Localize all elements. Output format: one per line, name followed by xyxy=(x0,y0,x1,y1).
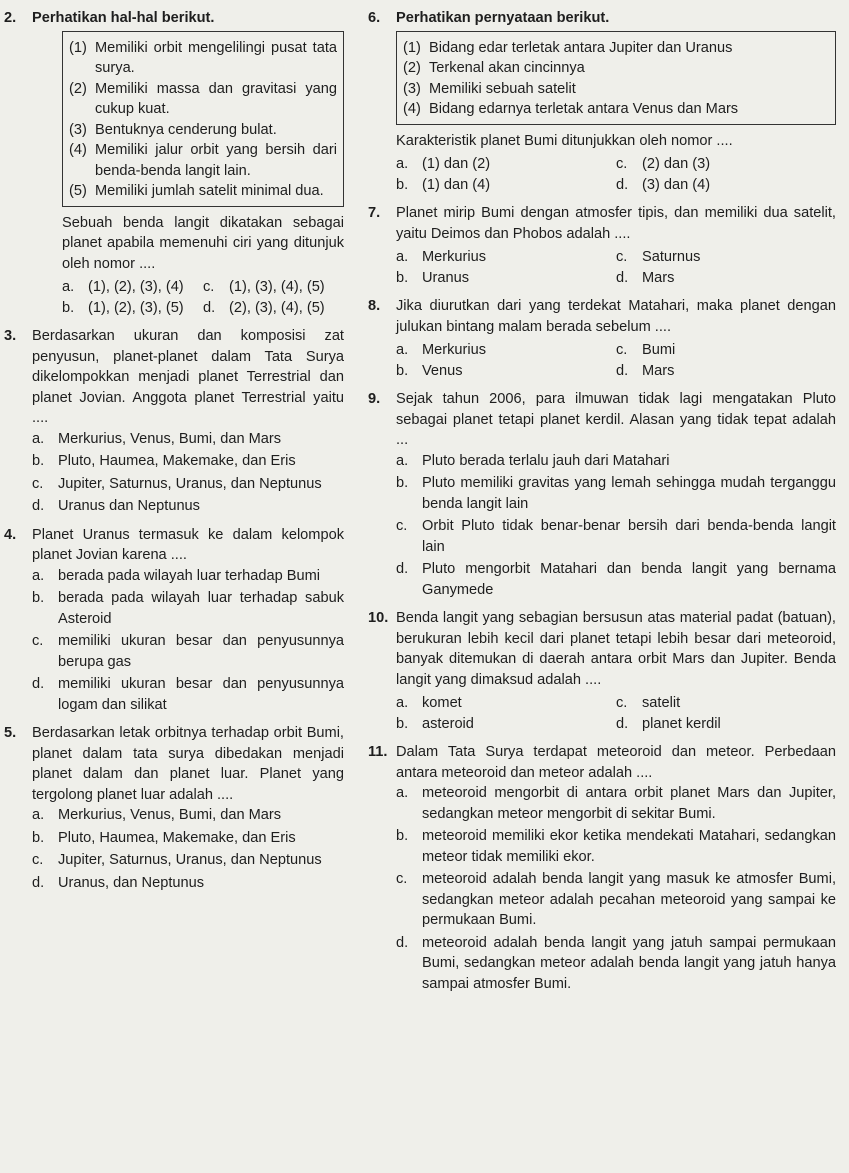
option-b[interactable] xyxy=(396,361,616,382)
option-letter: b. xyxy=(32,453,45,469)
option-text: Pluto, Haumea, Makemake, dan Eris xyxy=(58,453,296,469)
option-letter: d. xyxy=(396,934,409,951)
option-letter: c. xyxy=(32,633,44,649)
option-letter: a. xyxy=(62,279,75,295)
option-a[interactable] xyxy=(62,277,203,298)
option-letter: c. xyxy=(32,475,44,492)
option-text: memiliki ukuran besar dan penyusunnya logam dan silikat xyxy=(58,676,344,713)
option-letter: d. xyxy=(32,498,45,514)
statement-text: Memiliki sebuah satelit xyxy=(429,80,576,97)
option-letter: c. xyxy=(203,279,215,295)
option-text: Mars xyxy=(642,269,675,286)
option-c[interactable] xyxy=(616,247,836,268)
option-letter: a. xyxy=(396,452,409,469)
option-letter: b. xyxy=(396,828,409,844)
option-text: Merkurius xyxy=(422,342,487,358)
answer-options xyxy=(396,340,836,381)
option-a[interactable] xyxy=(396,247,616,268)
statement-text: Bidang edarnya terletak antara Venus dan Mars xyxy=(429,101,739,117)
question-stem: Jika diurutkan dari yang terdekat Matahari, maka planet dengan julukan bintang malam berada sebelum .... xyxy=(396,298,836,335)
statement-number: (3) xyxy=(69,121,87,138)
left-column xyxy=(4,8,344,901)
option-letter: a. xyxy=(396,249,409,265)
question-2-stem-block xyxy=(4,213,344,319)
answer-options xyxy=(32,566,344,716)
option-letter: c. xyxy=(616,249,628,265)
option-d[interactable] xyxy=(616,268,836,289)
answer-options xyxy=(62,277,344,318)
option-letter: a. xyxy=(396,785,409,801)
option-text: Uranus xyxy=(422,269,470,286)
option-text: (1), (2), (3), (4) xyxy=(88,279,184,295)
option-letter: a. xyxy=(396,156,409,172)
option-d[interactable] xyxy=(32,674,344,715)
statement-item xyxy=(69,79,337,120)
answer-options xyxy=(396,693,836,734)
right-column xyxy=(368,8,836,1002)
question-6 xyxy=(368,8,836,29)
option-a[interactable] xyxy=(396,340,616,361)
option-b[interactable] xyxy=(32,588,344,629)
statement-number: (1) xyxy=(69,39,87,56)
option-c[interactable] xyxy=(616,154,836,175)
statement-text: Memiliki orbit mengelilingi pusat tata surya. xyxy=(95,39,337,76)
option-text: meteoroid adalah benda langit yang jatuh sampai permukaan Bumi, sedangkan meteor adalah benda langit yang jatuh hanya sampai atmosfer Bumi. xyxy=(422,934,836,992)
option-letter: c. xyxy=(32,852,44,868)
option-d[interactable] xyxy=(203,298,344,319)
statement-item xyxy=(403,58,829,79)
question-stem: Berdasarkan letak orbitnya terhadap orbit Bumi, planet dalam tata surya dibedakan menjadi planet dalam dan planet luar. Planet yang tergolong planet luar adalah .... xyxy=(32,725,344,803)
statement-box xyxy=(396,31,836,125)
option-text: planet kerdil xyxy=(642,715,721,732)
question-stem: Planet Uranus termasuk ke dalam kelompok planet Jovian karena .... xyxy=(32,526,344,563)
option-letter: a. xyxy=(396,695,409,711)
option-c[interactable] xyxy=(616,693,836,714)
option-text: Saturnus xyxy=(642,249,701,265)
option-text: meteoroid adalah benda langit yang masuk ke atmosfer Bumi, sedangkan meteor adalah pecahan meteoroid yang sampai ke permukaan Bumi. xyxy=(422,871,836,928)
question-4 xyxy=(4,525,344,716)
statement-number: (1) xyxy=(403,39,421,56)
option-letter: d. xyxy=(616,362,629,379)
option-text: berada pada wilayah luar terhadap sabuk Asteroid xyxy=(58,590,344,627)
option-text: Merkurius, Venus, Bumi, dan Mars xyxy=(58,430,282,447)
option-b[interactable] xyxy=(32,451,344,472)
option-a[interactable] xyxy=(396,783,836,824)
option-letter: c. xyxy=(616,156,628,172)
option-text: Uranus, dan Neptunus xyxy=(58,874,205,891)
question-stem: Dalam Tata Surya terdapat meteoroid dan meteor. Perbedaan antara meteoroid dan meteor adalah .... xyxy=(396,744,836,781)
option-text: Pluto memiliki gravitas yang lemah sehingga mudah terganggu benda langit lain xyxy=(422,475,836,512)
statement-item xyxy=(69,140,337,181)
option-letter: a. xyxy=(32,567,45,584)
option-letter: b. xyxy=(396,269,409,286)
option-text: Merkurius xyxy=(422,249,487,265)
question-5 xyxy=(4,723,344,893)
statement-item xyxy=(69,38,337,79)
option-text: Pluto, Haumea, Makemake, dan Eris xyxy=(58,829,296,846)
option-text: Bumi xyxy=(642,342,676,358)
statement-number: (3) xyxy=(403,80,421,97)
question-number: 4. xyxy=(4,526,17,543)
question-number: 2. xyxy=(4,10,17,26)
option-b[interactable] xyxy=(396,268,616,289)
statement-text: Memiliki massa dan gravitasi yang cukup kuat. xyxy=(95,80,337,117)
option-letter: b. xyxy=(32,829,45,846)
option-letter: b. xyxy=(32,590,45,606)
option-b[interactable] xyxy=(396,714,616,735)
question-2 xyxy=(4,8,344,29)
option-a[interactable] xyxy=(32,805,344,826)
statement-text: Terkenal akan cincinnya xyxy=(429,60,585,76)
statement-text: Memiliki jalur orbit yang bersih dari benda-benda langit lain. xyxy=(95,142,337,179)
option-text: meteoroid memiliki ekor ketika mendekati Matahari, sedangkan meteor tidak memiliki ekor. xyxy=(422,828,836,865)
option-text: asteroid xyxy=(422,715,474,732)
question-9 xyxy=(368,389,836,600)
answer-options xyxy=(32,805,344,893)
statement-box xyxy=(62,31,344,207)
option-letter: d. xyxy=(32,676,45,692)
option-text: (1), (2), (3), (5) xyxy=(88,299,184,316)
question-number: 7. xyxy=(368,205,381,221)
statement-item xyxy=(69,181,337,202)
answer-options xyxy=(396,154,836,195)
option-letter: a. xyxy=(32,807,45,823)
option-text: (2) dan (3) xyxy=(642,156,711,172)
answer-options xyxy=(396,451,836,601)
option-text: (1) dan (2) xyxy=(422,156,491,172)
option-b[interactable] xyxy=(396,473,836,514)
answer-options xyxy=(396,783,836,994)
option-b[interactable] xyxy=(396,175,616,196)
option-text: memiliki ukuran besar dan penyusunnya berupa gas xyxy=(58,633,344,670)
statement-item xyxy=(403,99,829,120)
option-text: Orbit Pluto tidak benar-benar bersih dari benda-benda langit lain xyxy=(422,518,836,555)
question-title: Perhatikan pernyataan berikut. xyxy=(396,10,610,26)
option-d[interactable] xyxy=(616,714,836,735)
question-number: 11. xyxy=(368,744,388,760)
option-letter: b. xyxy=(62,299,75,316)
option-letter: b. xyxy=(396,362,409,379)
option-letter: d. xyxy=(616,269,629,286)
option-text: Venus xyxy=(422,362,463,379)
option-a[interactable] xyxy=(396,154,616,175)
option-letter: d. xyxy=(616,176,629,193)
option-a[interactable] xyxy=(396,693,616,714)
statement-number: (4) xyxy=(403,101,421,117)
option-d[interactable] xyxy=(396,933,836,995)
option-d[interactable] xyxy=(616,175,836,196)
question-number: 6. xyxy=(368,10,381,26)
question-stem: Benda langit yang sebagian bersusun atas material padat (batuan), berukuran lebih kecil dari planet tetapi lebih besar dari meteoroid, banyak ditemukan di daerah antara orbit Mars dan Jupiter. Benda langit yang dimaksud adalah .... xyxy=(396,610,836,688)
option-c[interactable] xyxy=(616,340,836,361)
option-text: Merkurius, Venus, Bumi, dan Mars xyxy=(58,807,282,823)
question-stem: Sebuah benda langit dikatakan sebagai planet apabila memenuhi ciri yang ditunjuk oleh nomor .... xyxy=(62,214,344,272)
option-letter: c. xyxy=(396,871,408,887)
statement-number: (5) xyxy=(69,183,87,199)
question-3 xyxy=(4,326,344,517)
statement-number: (4) xyxy=(69,142,87,158)
option-text: satelit xyxy=(642,695,681,711)
option-d[interactable] xyxy=(396,559,836,600)
option-b[interactable] xyxy=(62,298,203,319)
statement-text: Bidang edar terletak antara Jupiter dan Uranus xyxy=(429,39,733,56)
option-text: Pluto berada terlalu jauh dari Matahari xyxy=(422,452,670,469)
option-text: Jupiter, Saturnus, Uranus, dan Neptunus xyxy=(58,475,322,492)
option-text: (3) dan (4) xyxy=(642,176,711,193)
option-a[interactable] xyxy=(32,566,344,587)
option-c[interactable] xyxy=(32,631,344,672)
option-text: (1) dan (4) xyxy=(422,176,491,193)
option-b[interactable] xyxy=(32,828,344,849)
option-letter: d. xyxy=(616,715,629,732)
question-number: 3. xyxy=(4,328,17,344)
question-stem: Berdasarkan ukuran dan komposisi zat penyusun, planet-planet dalam Tata Surya dikelompokkan menjadi planet Terrestrial dan planet Jovian. Anggota planet Terrestrial yaitu .... xyxy=(32,328,344,426)
option-c[interactable] xyxy=(203,277,344,298)
option-text: komet xyxy=(422,695,462,711)
option-letter: c. xyxy=(396,518,408,534)
option-letter: b. xyxy=(396,715,409,732)
question-number: 10. xyxy=(368,610,389,626)
statement-number: (2) xyxy=(403,60,421,76)
option-text: Pluto mengorbit Matahari dan benda langit yang bernama Ganymede xyxy=(422,561,836,598)
option-c[interactable] xyxy=(396,869,836,931)
option-text: Uranus dan Neptunus xyxy=(58,498,200,514)
statement-text: Memiliki jumlah satelit minimal dua. xyxy=(95,183,324,199)
option-text: berada pada wilayah luar terhadap Bumi xyxy=(58,567,321,584)
question-11 xyxy=(368,742,836,994)
statement-item xyxy=(403,79,829,100)
option-letter: a. xyxy=(32,430,45,447)
option-a[interactable] xyxy=(396,451,836,472)
option-text: (1), (3), (4), (5) xyxy=(229,279,325,295)
option-letter: d. xyxy=(203,299,216,316)
answer-options xyxy=(32,429,344,517)
option-c[interactable] xyxy=(32,850,344,871)
option-letter: d. xyxy=(32,874,45,891)
option-d[interactable] xyxy=(32,496,344,517)
option-text: meteoroid mengorbit di antara orbit planet Mars dan Jupiter, sedangkan meteor mengorbit di sekitar Bumi. xyxy=(422,785,836,822)
question-number: 9. xyxy=(368,391,381,407)
option-a[interactable] xyxy=(32,429,344,450)
question-stem: Sejak tahun 2006, para ilmuwan tidak lagi mengatakan Pluto sebagai planet tetapi planet kerdil. Alasan yang tidak tepat adalah ... xyxy=(396,391,836,448)
option-c[interactable] xyxy=(396,516,836,557)
option-letter: d. xyxy=(396,561,409,577)
statement-item xyxy=(403,38,829,59)
question-6-stem-block xyxy=(368,131,836,196)
question-stem: Karakteristik planet Bumi ditunjukkan oleh nomor .... xyxy=(396,132,733,149)
option-text: (2), (3), (4), (5) xyxy=(229,299,325,316)
question-7 xyxy=(368,203,836,288)
option-d[interactable] xyxy=(616,361,836,382)
option-letter: b. xyxy=(396,475,409,491)
option-text: Jupiter, Saturnus, Uranus, dan Neptunus xyxy=(58,852,322,868)
option-letter: c. xyxy=(616,695,628,711)
statement-number: (2) xyxy=(69,80,87,97)
option-d[interactable] xyxy=(32,873,344,894)
statement-text: Bentuknya cenderung bulat. xyxy=(95,121,277,138)
statement-item xyxy=(69,120,337,141)
option-letter: c. xyxy=(616,342,628,358)
question-stem: Planet mirip Bumi dengan atmosfer tipis, dan memiliki dua satelit, yaitu Deimos dan Phobos adalah .... xyxy=(396,205,836,242)
answer-options xyxy=(396,247,836,288)
question-number: 5. xyxy=(4,725,17,741)
option-b[interactable] xyxy=(396,826,836,867)
option-text: Mars xyxy=(642,362,675,379)
question-8 xyxy=(368,296,836,381)
question-number: 8. xyxy=(368,298,381,314)
option-c[interactable] xyxy=(32,474,344,495)
question-10 xyxy=(368,608,836,734)
option-letter: b. xyxy=(396,176,409,193)
option-letter: a. xyxy=(396,342,409,358)
question-title: Perhatikan hal-hal berikut. xyxy=(32,10,215,26)
